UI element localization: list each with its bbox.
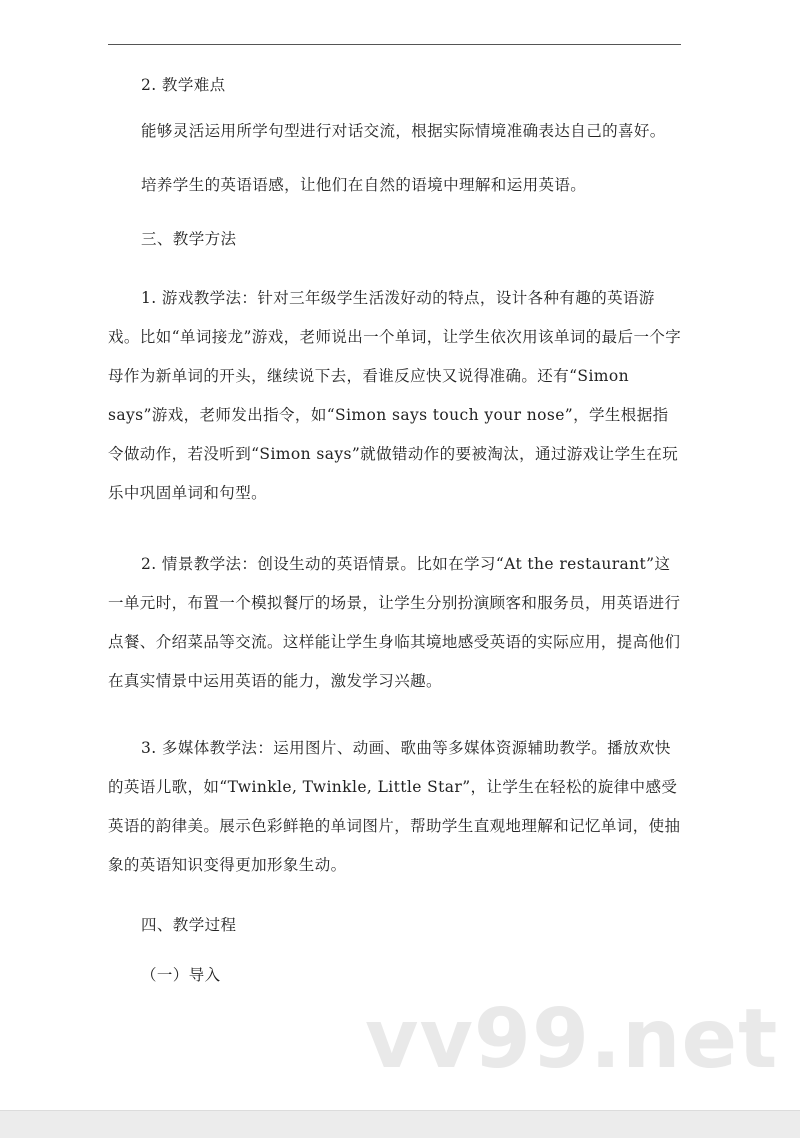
paragraph-method-situation: 2. 情景教学法：创设生动的英语情景。比如在学习“At the restaurant”这一单元时，布置一个模拟餐厅的场景，让学生分别扮演顾客和服务员，用英语进行点餐、介绍菜品等交流。这样能让学生身临其境地感受英语的实际应用，提高他们在真实情景中运用英语的能力，激发学习兴趣。 xyxy=(108,555,681,690)
subsection-heading-intro: （一）导入 xyxy=(141,966,221,984)
paragraph-difficulty-2: 培养学生的英语语感，让他们在自然的语境中理解和运用英语。 xyxy=(141,176,587,194)
paragraph-method-game: 1. 游戏教学法：针对三年级学生活泼好动的特点，设计各种有趣的英语游戏。比如“单词接龙”游戏，老师说出一个单词，让学生依次用该单词的最后一个字母作为新单词的开头，继续说下去，看谁反应快又说得准确。还有“Simon says”游戏，老师发出指令，如“Simon says touch your nose”，学生根据指令做动作，若没听到“Simon says”就做错动作的要被淘汰，通过游戏让学生在玩乐中巩固单词和句型。 xyxy=(108,289,682,502)
header-rule xyxy=(108,44,681,45)
watermark-text: vv99.net xyxy=(365,992,779,1087)
paragraph-method-multimedia: 3. 多媒体教学法：运用图片、动画、歌曲等多媒体资源辅助教学。播放欢快的英语儿歌，如“Twinkle, Twinkle, Little Star”，让学生在轻松的旋律中感受英语的韵律美。展示色彩鲜艳的单词图片，帮助学生直观地理解和记忆单词，使抽象的英语知识变得更加形象生动。 xyxy=(108,739,681,874)
page-bottom-edge xyxy=(0,1110,800,1138)
paragraph-difficulty-1: 能够灵活运用所学句型进行对话交流，根据实际情境准确表达自己的喜好。 xyxy=(141,122,666,140)
section-heading-methods: 三、教学方法 xyxy=(141,230,237,248)
section-heading-difficulties: 2. 教学难点 xyxy=(141,76,226,94)
section-heading-process: 四、教学过程 xyxy=(141,916,237,934)
